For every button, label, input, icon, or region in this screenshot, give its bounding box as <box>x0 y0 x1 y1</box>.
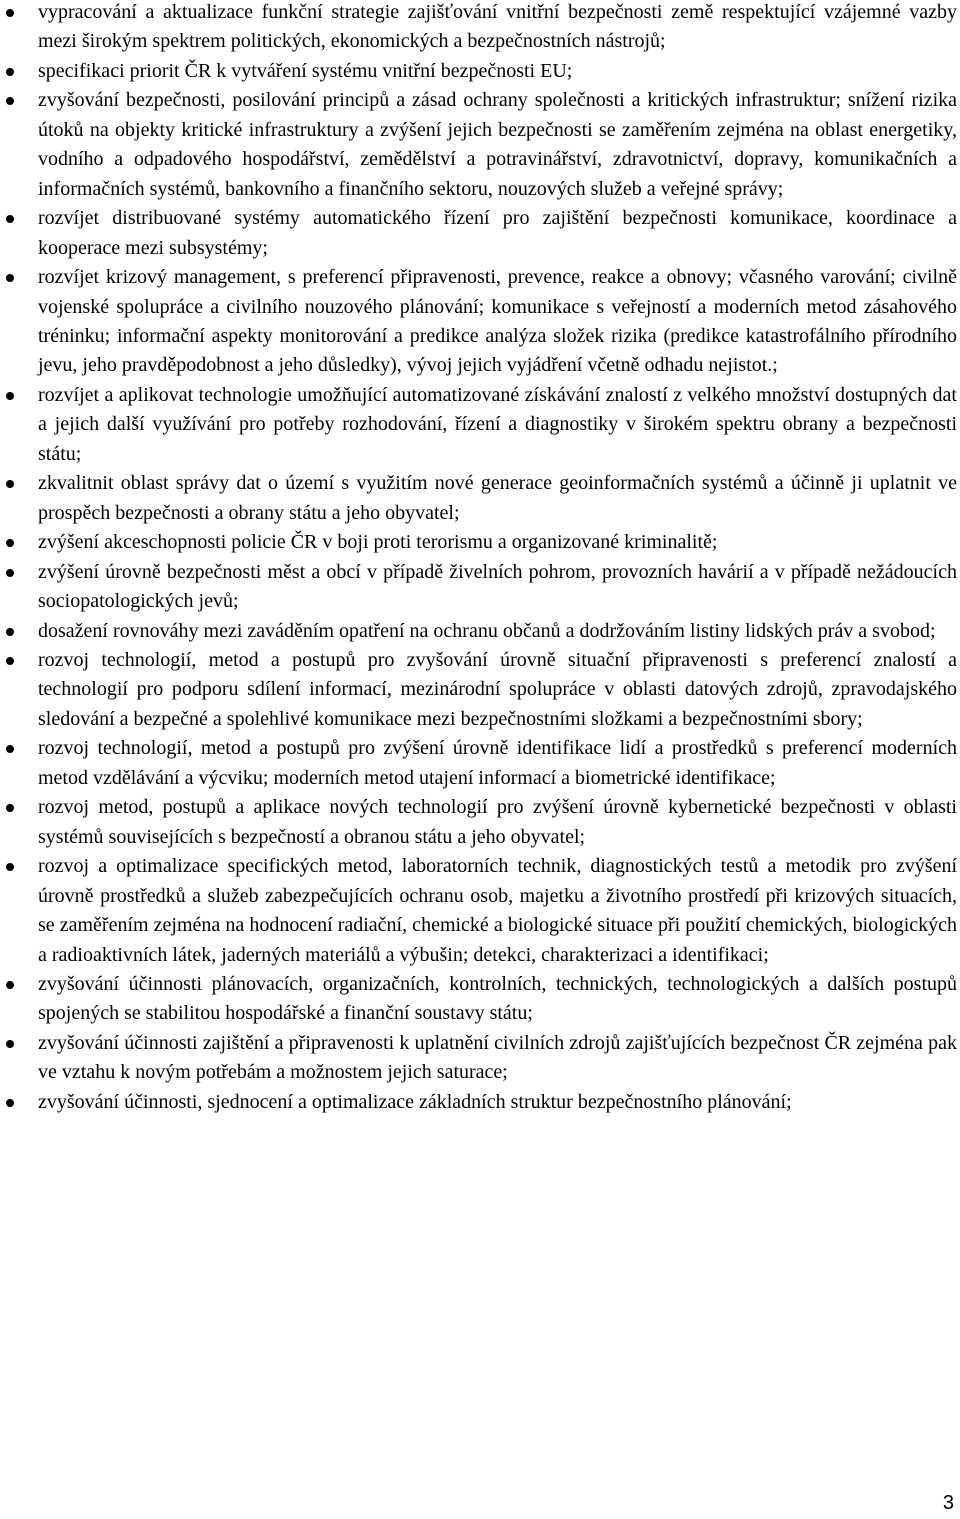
list-item-text: zvyšování účinnosti plánovacích, organizačních, kontrolních, technických, technologických a dalších postupů spojených se stabilitou hospodářské a finanční soustavy státu; <box>38 972 957 1025</box>
page-number: 3 <box>942 1492 954 1514</box>
list-item-text: specifikaci priorit ČR k vytváření systému vnitřní bezpečnosti EU; <box>38 59 573 82</box>
list-item <box>0 646 957 734</box>
list-item-text: zkvalitnit oblast správy dat o území s využitím nové generace geoinformačních systémů a účinně ji uplatnit ve prospěch bezpečnosti a obrany státu a jeho obyvatel; <box>38 472 957 524</box>
bullet-icon <box>6 569 14 577</box>
bullet-icon <box>6 480 14 488</box>
list-item-text: zvyšování účinnosti zajištění a připravenosti k uplatnění civilních zdrojů zajišťujících bezpečnost ČR zejména pak ve vztahu k novým potřebám a možnostem jejich saturace; <box>38 1031 957 1084</box>
bullet-icon <box>6 97 14 105</box>
list-item <box>0 528 957 557</box>
list-item <box>0 469 957 528</box>
list-item <box>0 0 957 57</box>
bullet-icon <box>6 9 14 17</box>
list-item <box>0 57 957 86</box>
bullet-icon <box>6 657 14 665</box>
list-item-text: vypracování a aktualizace funkční strategie zajišťování vnitřní bezpečnosti země respektující vzájemné vazby mezi širokým spektrem politických, ekonomických a bezpečnostních nástrojů; <box>38 1 957 53</box>
bullet-icon <box>6 1040 14 1048</box>
list-item <box>0 617 957 646</box>
bullet-icon <box>6 274 14 282</box>
list-item-text: rozvoj technologií, metod a postupů pro zvýšení úrovně identifikace lidí a prostředků s preferencí moderních metod vzdělávání a výcviku; moderních metod utajení informací a biometrické identifikace; <box>38 737 957 789</box>
bullet-icon <box>6 863 14 871</box>
list-item <box>0 86 957 204</box>
bullet-icon <box>6 392 14 400</box>
list-item <box>0 793 957 852</box>
list-item <box>0 970 957 1029</box>
list-item-text: zvyšování bezpečnosti, posilování principů a zásad ochrany společnosti a kritických infrastruktur; snížení rizika útoků na objekty kritické infrastruktury a zvýšení jejich bezpečnosti se zaměřením zejména na oblast energetiky, vodního a odpadového hospodářství, zemědělství a potravinářství, zdravotnictví, dopravy, komunikačních a informačních systémů, bankovního a finančního sektoru, nouzových služeb a veřejné správy; <box>38 89 957 200</box>
bullet-icon <box>6 215 14 223</box>
bullet-icon <box>6 628 14 636</box>
list-item-text: zvýšení akceschopnosti policie ČR v boji proti terorismu a organizované kriminalitě; <box>38 531 718 554</box>
list-item-text: zvýšení úrovně bezpečnosti měst a obcí v případě živelních pohrom, provozních havárií a v případě nežádoucích sociopatologických jevů; <box>38 560 957 613</box>
bullet-icon <box>6 981 14 989</box>
list-item <box>0 734 957 793</box>
list-item <box>0 852 957 970</box>
list-item <box>0 263 957 381</box>
list-item <box>0 204 957 263</box>
bullet-icon <box>6 68 14 76</box>
list-item <box>0 558 957 617</box>
list-item-text: rozvoj a optimalizace specifických metod, laboratorních technik, diagnostických testů a metodik pro zvýšení úrovně prostředků a služeb zabezpečujících ochranu osob, majetku a životního prostředí při krizových situacích, se zaměřením zejména na hodnocení radiační, chemické a biologické situace při použití chemických, biologických a radioaktivních látek, jaderných materiálů a výbušin; detekci, charakterizaci a identifikaci; <box>38 855 957 966</box>
list-item <box>0 1029 957 1088</box>
list-item-text: rozvoj technologií, metod a postupů pro zvyšování úrovně situační připravenosti s preferencí znalostí a technologií pro podporu sdílení informací, mezinárodní spolupráce v oblasti datových zdrojů, zpravodajského sledování a bezpečné a spolehlivé komunikace mezi bezpečnostními složkami a bezpečnostními sbory; <box>38 648 957 730</box>
list-item-text: dosažení rovnováhy mezi zaváděním opatření na ochranu občanů a dodržováním listiny lidských práv a svobod; <box>38 619 936 642</box>
list-item-text: rozvoj metod, postupů a aplikace nových technologií pro zvýšení úrovně kybernetické bezpečnosti v oblasti systémů souvisejících s bezpečností a obranou státu a jeho obyvatel; <box>38 796 957 848</box>
bullet-icon <box>6 539 14 547</box>
list-item-text: rozvíjet a aplikovat technologie umožňující automatizované získávání znalostí z velkého množství dostupných dat a jejich další využívání pro potřeby rozhodování, řízení a diagnostiky v širokém spektru obrany a bezpečnosti státu; <box>38 383 957 465</box>
list-item-text: zvyšování účinnosti, sjednocení a optimalizace základních struktur bezpečnostního plánování; <box>38 1090 792 1113</box>
list-item-text: rozvíjet distribuované systémy automatického řízení pro zajištění bezpečnosti komunikace, koordinace a kooperace mezi subsystémy; <box>38 207 957 259</box>
bullet-icon <box>6 804 14 812</box>
bullet-icon <box>6 745 14 753</box>
list-item <box>0 1088 957 1117</box>
bullet-icon <box>6 1099 14 1107</box>
list-item <box>0 381 957 469</box>
list-item-text: rozvíjet krizový management, s preferencí připravenosti, prevence, reakce a obnovy; včasného varování; civilně vojenské spolupráce a civilního nouzového plánování; komunikace s veřejností a moderních metod zásahového tréninku; informační aspekty monitorování a predikce analýza složek rizika (predikce katastrofálního přírodního jevu, jeho pravděpodobnost a jeho důsledky), vývoj jejich vyjádření včetně odhadu nejistot.; <box>38 266 957 377</box>
